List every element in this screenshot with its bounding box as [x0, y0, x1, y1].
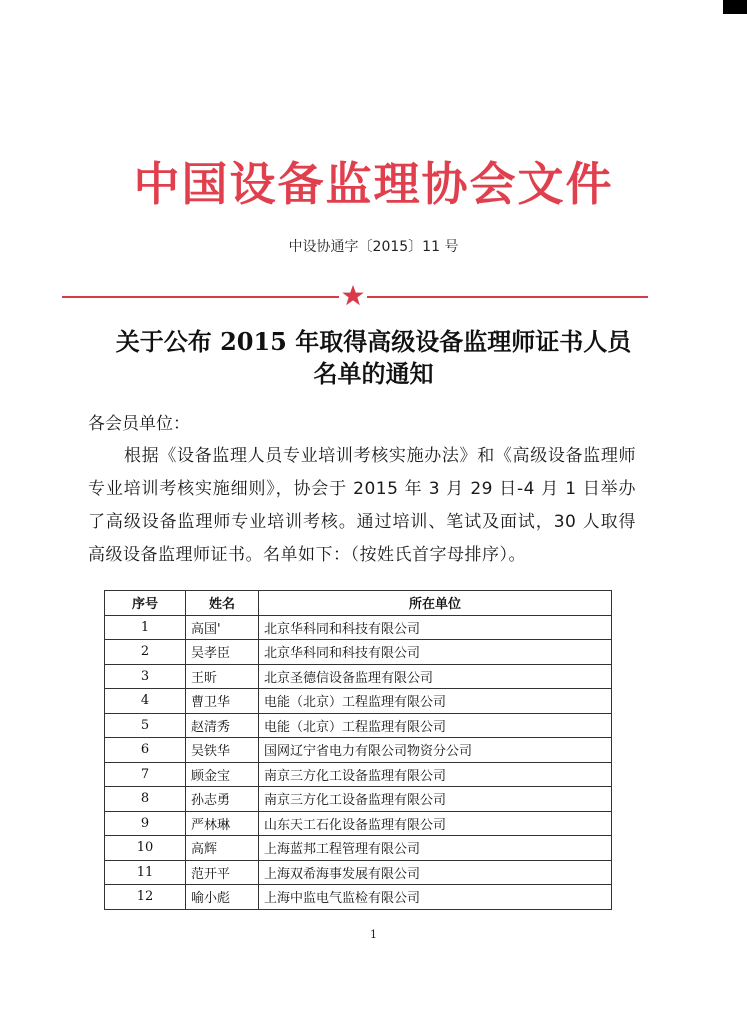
cell-unit: 南京三方化工设备监理有限公司 — [259, 787, 612, 812]
document-number: 中设协通字〔2015〕11 号 — [288, 239, 459, 255]
cell-unit: 上海中监电气监检有限公司 — [259, 885, 612, 910]
cell-name: 范开平 — [186, 860, 259, 885]
cell-unit: 北京华科同和科技有限公司 — [259, 640, 612, 665]
certificate-holder-table — [104, 590, 612, 910]
cell-unit: 北京圣德信设备监理有限公司 — [259, 664, 612, 689]
cell-seq: 1 — [105, 615, 186, 640]
cell-seq: 12 — [105, 885, 186, 910]
cell-name: 吴孝臣 — [186, 640, 259, 665]
cell-name: 孙志勇 — [186, 787, 259, 812]
notice-title-line-2: 名单的通知 — [313, 359, 434, 388]
red-divider-left — [62, 296, 339, 298]
notice-title-line-1: 关于公布 2015 年取得高级设备监理师证书人员 — [115, 327, 632, 356]
cell-seq: 6 — [105, 738, 186, 763]
org-document-title: 中国设备监理协会文件 — [133, 157, 614, 211]
cell-name: 王昕 — [186, 664, 259, 689]
cell-name: 高国' — [186, 615, 259, 640]
cell-seq: 8 — [105, 787, 186, 812]
cell-seq: 10 — [105, 836, 186, 861]
star-icon — [341, 284, 365, 308]
page-number: 1 — [370, 928, 377, 941]
cell-seq: 9 — [105, 811, 186, 836]
red-divider-right — [367, 296, 648, 298]
cell-seq: 3 — [105, 664, 186, 689]
header-unit: 所在单位 — [259, 591, 612, 616]
table-row — [105, 738, 612, 763]
cell-seq: 2 — [105, 640, 186, 665]
scan-corner-mark — [723, 0, 747, 14]
cell-seq: 4 — [105, 689, 186, 714]
table-row — [105, 689, 612, 714]
table-row — [105, 787, 612, 812]
table-header-row — [105, 591, 612, 616]
table-row — [105, 664, 612, 689]
cell-seq: 7 — [105, 762, 186, 787]
cell-unit: 上海双希海事发展有限公司 — [259, 860, 612, 885]
notice-title — [60, 326, 687, 390]
notice-paragraph: 根据《设备监理人员专业培训考核实施办法》和《高级设备监理师专业培训考核实施细则》，协会于 2015 年 3 月 29 日-4 月 1 日举办了高级设备监理师专业培训考核。通过培训、笔试及面试，30 人取得高级设备监理师证书。名单如下：（按姓氏首字母排序）。 — [88, 446, 636, 565]
table-row — [105, 640, 612, 665]
salutation: 各会员单位： — [88, 414, 190, 434]
table-row — [105, 860, 612, 885]
cell-unit: 电能（北京）工程监理有限公司 — [259, 689, 612, 714]
table-row — [105, 762, 612, 787]
cell-seq: 11 — [105, 860, 186, 885]
table-row — [105, 885, 612, 910]
cell-unit: 国网辽宁省电力有限公司物资分公司 — [259, 738, 612, 763]
cell-unit: 电能（北京）工程监理有限公司 — [259, 713, 612, 738]
header-name: 姓名 — [186, 591, 259, 616]
cell-name: 严林琳 — [186, 811, 259, 836]
table-row — [105, 811, 612, 836]
cell-unit: 山东天工石化设备监理有限公司 — [259, 811, 612, 836]
table-row — [105, 615, 612, 640]
header-seq: 序号 — [105, 591, 186, 616]
table-row — [105, 836, 612, 861]
cell-name: 顾金宝 — [186, 762, 259, 787]
cell-name: 高辉 — [186, 836, 259, 861]
cell-unit: 南京三方化工设备监理有限公司 — [259, 762, 612, 787]
cell-name: 喻小彪 — [186, 885, 259, 910]
cell-name: 赵清秀 — [186, 713, 259, 738]
cell-name: 曹卫华 — [186, 689, 259, 714]
cell-name: 吴铁华 — [186, 738, 259, 763]
table-row — [105, 713, 612, 738]
cell-unit: 北京华科同和科技有限公司 — [259, 615, 612, 640]
cell-unit: 上海蓝邦工程管理有限公司 — [259, 836, 612, 861]
cell-seq: 5 — [105, 713, 186, 738]
